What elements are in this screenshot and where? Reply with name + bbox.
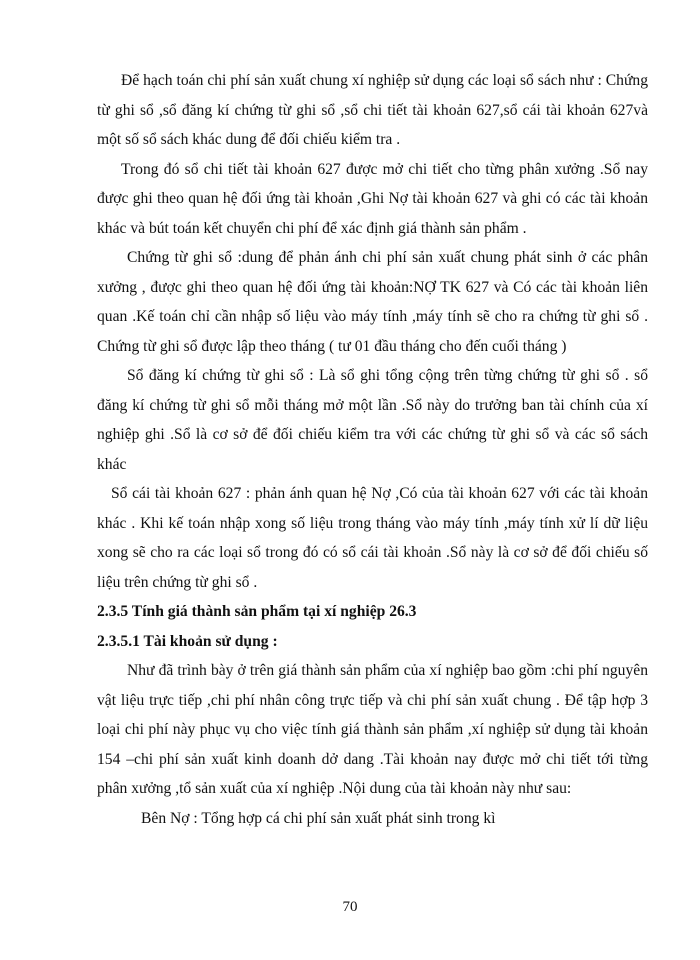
paragraph-debit-side: Bên Nợ : Tổng hợp cá chi phí sản xuất phát sinh trong kì — [141, 809, 496, 827]
paragraph-detail-ledger: Trong đó sổ chi tiết tài khoản 627 được mở chi tiết cho từng phân xưởng .Sổ nay được ghi theo quan hệ đối ứng tài khoản ,Ghi Nợ tài khoản 627 và ghi có các tài khoản khác và bút toán kết chuyển chi phí để xác định giá thành sản phẩm . — [97, 160, 648, 237]
paragraph-voucher: Chứng từ ghi sổ :dung để phản ánh chi phí sản xuất chung phát sinh ở các phân xưởng , được ghi theo quan hệ đối ứng tài khoản:NỢ TK 627 và Có các tài khoản liên quan .Kế toán chỉ cần nhập số liệu vào máy tính ,máy tính sẽ cho ra chứng từ ghi sổ . Chứng từ ghi sổ được lập theo tháng ( tư 01 đầu tháng cho đến cuối tháng ) — [97, 249, 648, 355]
paragraph-general-ledger: Sổ cái tài khoản 627 : phản ánh quan hệ Nợ ,Có của tài khoản 627 với các tài khoản khác . Khi kế toán nhập xong số liệu trong tháng vào máy tính ,máy tính xử lí dữ liệu xong sẽ cho ra các loại sổ trong đó có sổ cái tài khoản .Sổ này là cơ sở để đối chiếu số liệu trên chứng từ ghi sổ . — [97, 485, 648, 591]
paragraph-voucher-register: Sổ đăng kí chứng từ ghi sổ : Là sổ ghi tổng cộng trên từng chứng từ ghi sổ . sổ đăng kí chứng từ ghi sổ mỗi tháng mở một lần .Sổ này do trưởng ban tài chính của xí nghiệp ghi .Sổ là cơ sở để đối chiếu kiểm tra với các chứng từ ghi sổ và các sổ sách khác — [97, 367, 648, 473]
section-heading: 2.3.5 Tính giá thành sản phẩm tại xí nghiệp 26.3 — [97, 603, 417, 620]
page-number: 70 — [342, 899, 358, 915]
paragraph-accounting-books: Để hạch toán chi phí sản xuất chung xí nghiệp sử dụng các loại sổ sách như : Chứng từ ghi sổ ,sổ đăng kí chứng từ ghi sổ ,sổ chi tiết tài khoản 627,sổ cái tài khoản 627và một số sổ sách khác dung để đối chiếu kiểm tra . — [97, 72, 648, 148]
paragraph-account-154: Như đã trình bày ở trên giá thành sản phẩm của xí nghiệp bao gồm :chi phí nguyên vật liệu trực tiếp ,chi phí nhân công trực tiếp và chi phí sản xuất chung . Để tập hợp 3 loại chi phí này phục vụ cho việc tính giá thành sản phẩm ,xí nghiệp sử dụng tài khoản 154 –chi phí sản xuất kinh doanh dở dang .Tài khoản nay được mở chi tiết tới từng phân xưởng ,tổ sản xuất của xí nghiệp .Nội dung của tài khoản này như sau: — [97, 662, 648, 797]
page-body — [97, 66, 648, 833]
subsection-heading: 2.3.5.1 Tài khoản sử dụng : — [97, 632, 278, 650]
